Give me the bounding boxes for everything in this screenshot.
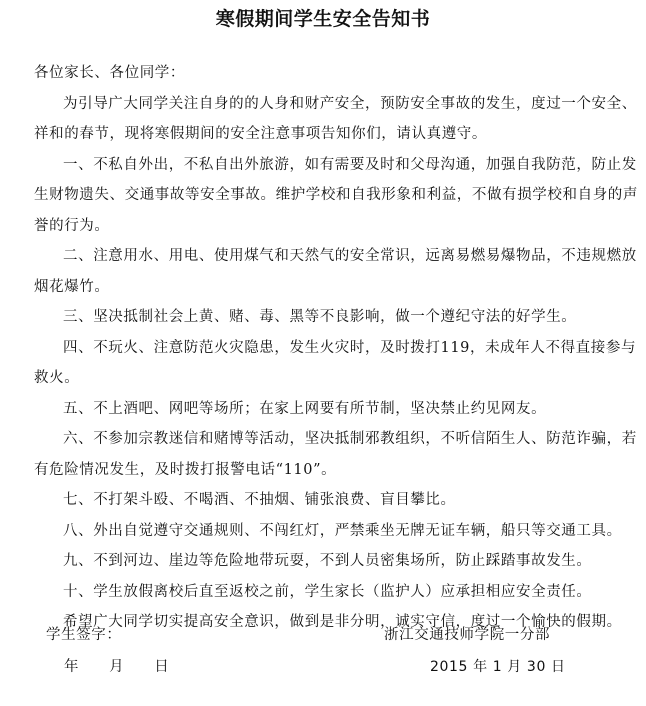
rule-5: 五、不上酒吧、网吧等场所；在家上网要有所节制，坚决禁止约见网友。 bbox=[63, 400, 547, 417]
date-day-label: 日 bbox=[154, 659, 170, 675]
student-signature-label: 学生签字： bbox=[46, 627, 122, 643]
rule-10: 十、学生放假离校后直至返校之前，学生家长（监护人）应承担相应安全责任。 bbox=[63, 583, 592, 600]
signature-row bbox=[0, 620, 646, 650]
rule-4: 四、不玩火、注意防范火灾隐患，发生火灾时，及时拨打119，未成年人不得直接参与救火。 bbox=[34, 339, 637, 386]
rule-6: 六、不参加宗教迷信和赌博等活动，坚决抵制邪教组织，不听信陌生人、防范诈骗，若有危险情况发生，及时拨打报警电话“110”。 bbox=[34, 431, 637, 478]
date-month-label: 月 bbox=[109, 659, 125, 675]
rule-9: 九、不到河边、崖边等危险地带玩耍，不到人员密集场所，防止踩踏事故发生。 bbox=[63, 553, 592, 569]
school-name: 浙江交通技师学院一分部 bbox=[384, 627, 551, 643]
intro-paragraph: 为引导广大同学关注自身的的人身和财产安全，预防安全事故的发生，度过一个安全、祥和的春节，现将寒假期间的安全注意事项告知你们，请认真遵守。 bbox=[34, 95, 637, 142]
salutation: 各位家长、各位同学： bbox=[34, 65, 185, 81]
rule-2: 二、注意用水、用电、使用煤气和天然气的安全常识，远离易燃易爆物品，不违规燃放烟花爆竹。 bbox=[34, 248, 637, 295]
rule-3: 三、坚决抵制社会上黄、赌、毒、黑等不良影响，做一个遵纪守法的好学生。 bbox=[63, 309, 577, 325]
rule-7: 七、不打架斗殴、不喝酒、不抽烟、铺张浪费、盲目攀比。 bbox=[63, 492, 456, 508]
notice-body bbox=[34, 58, 640, 638]
document-title: 寒假期间学生安全告知书 bbox=[215, 8, 431, 30]
date-row bbox=[0, 652, 646, 682]
rule-8: 八、外出自觉遵守交通规则、不闯红灯，严禁乘坐无牌无证车辆，船只等交通工具。 bbox=[63, 522, 622, 539]
closing-paragraph: 希望广大同学切实提高安全意识，做到是非分明，诚实守信，度过一个愉快的假期。 bbox=[63, 614, 622, 630]
rule-1: 一、不私自外出，不私自出外旅游，如有需要及时和父母沟通，加强自我防范，防止发生财物遗失、交通事故等安全事故。维护学校和自我形象和利益，不做有损学校和自身的声誉的行为。 bbox=[34, 156, 638, 234]
issue-date: 2015 年 1 月 30 日 bbox=[430, 659, 566, 675]
date-year-label: 年 bbox=[64, 659, 80, 675]
student-date-blank bbox=[64, 652, 169, 682]
